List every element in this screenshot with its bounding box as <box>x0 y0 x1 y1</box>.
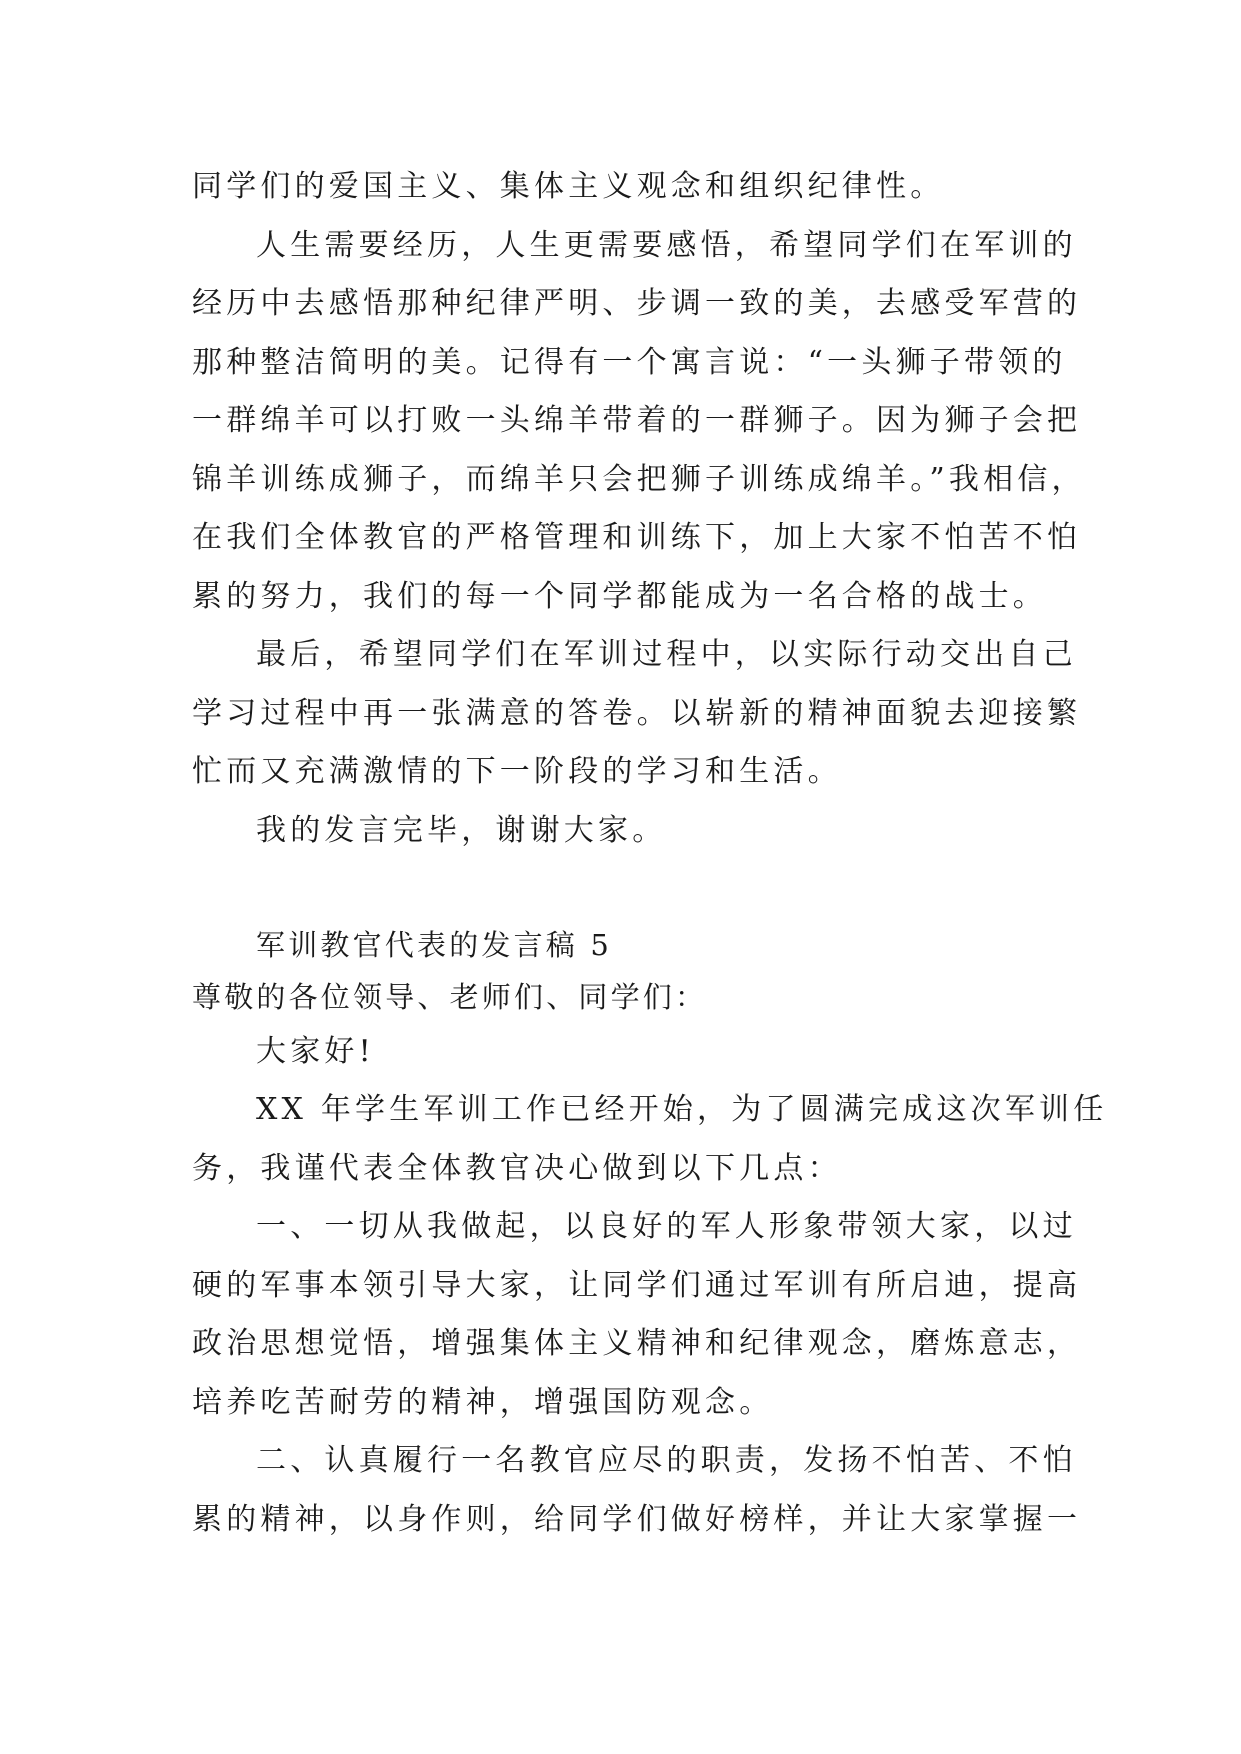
paragraph-gap <box>192 860 1052 919</box>
text-line: 累的精神，以身作则，给同学们做好榜样，并让大家掌握一 <box>192 1501 1082 1537</box>
text-line: 人生需要经历，人生更需要感悟，希望同学们在军训的 <box>256 227 1077 263</box>
text-line: 锦羊训练成狮子，而绵羊只会把狮子训练成绵羊。”我相信， <box>192 461 1086 497</box>
text-line: 经历中去感悟那种纪律严明、步调一致的美，去感受军营的 <box>192 286 1082 321</box>
salutation-line: 尊敬的各位领导、老师们、同学们： <box>192 979 708 1014</box>
text-line: 培养吃苦耐劳的精神，增强国防观念。 <box>192 1384 774 1420</box>
text-line: 二、认真履行一名教官应尽的职责，发扬不怕苦、不怕 <box>256 1443 1077 1478</box>
text-line: 务，我谨代表全体教官决心做到以下几点： <box>192 1150 842 1186</box>
text-line: 硬的军事本领引导大家，让同学们通过军训有所启迪，提高 <box>192 1267 1082 1303</box>
text-line: 学习过程中再一张满意的答卷。以崭新的精神面貌去迎接繁 <box>192 695 1082 731</box>
text-line: 我的发言完毕，谢谢大家。 <box>256 812 667 848</box>
document-body <box>192 158 1108 1549</box>
greeting-line: 大家好! <box>256 1033 375 1069</box>
text-line: 同学们的爱国主义、集体主义观念和组织纪律性。 <box>192 169 945 204</box>
text-line: 一群绵羊可以打败一头绵羊带着的一群狮子。因为狮子会把 <box>192 403 1082 438</box>
text-line: 政治思想觉悟，增强集体主义精神和纪律观念，磨炼意志， <box>192 1326 1082 1361</box>
text-line: XX 年学生军训工作已经开始，为了圆满完成这次军训任 <box>256 1092 1108 1127</box>
text-line: 在我们全体教官的严格管理和训练下，加上大家不怕苦不怕 <box>192 520 1082 555</box>
text-line: 最后，希望同学们在军训过程中，以实际行动交出自己 <box>256 637 1077 672</box>
text-line: 一、一切从我做起，以良好的军人形象带领大家，以过 <box>256 1209 1077 1244</box>
section-heading: 军训教官代表的发言稿 5 <box>256 927 613 962</box>
text-line: 那种整洁简明的美。记得有一个寓言说：“一头狮子带领的 <box>192 344 1067 380</box>
text-line: 累的努力，我们的每一个同学都能成为一名合格的战士。 <box>192 578 1047 614</box>
text-line: 忙而又充满激情的下一阶段的学习和生活。 <box>192 754 842 789</box>
